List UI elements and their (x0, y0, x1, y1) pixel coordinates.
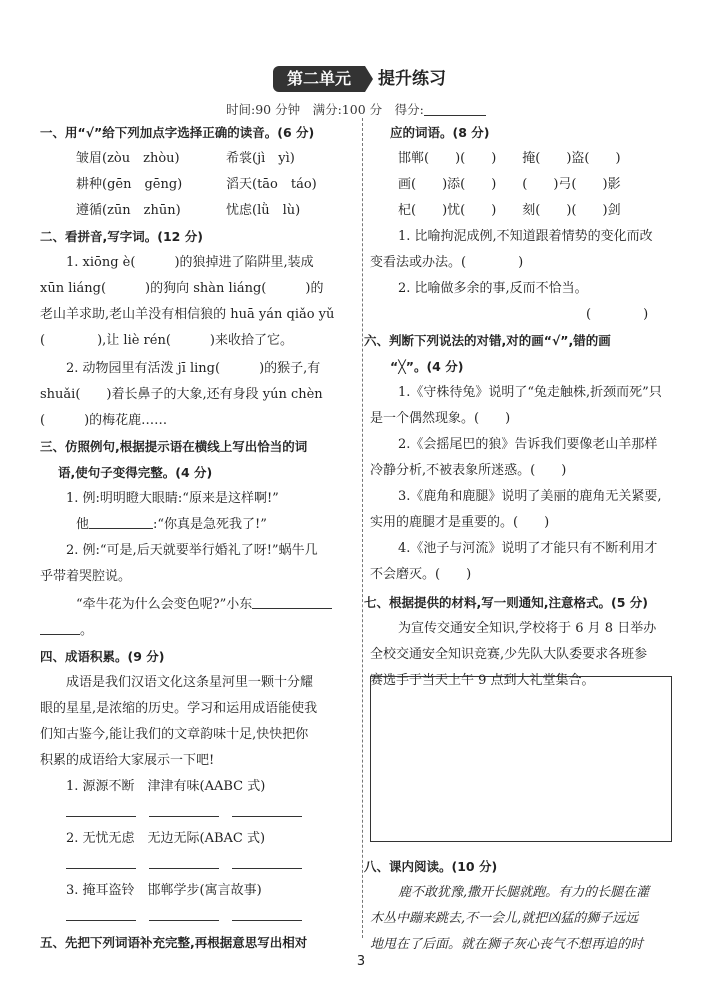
s6-item-cont[interactable]: 是一个偶然现象。( ) (370, 411, 511, 426)
s2-line: 老山羊求助,老山羊没有相信狼的 huā yán qiǎo yǔ (40, 307, 335, 322)
unit-label: 第二单元 (273, 66, 365, 92)
s1-item[interactable]: 遵循(zūn zhūn) (76, 203, 181, 218)
s2-line: xūn liáng( )的狗向 shàn liáng( )的 (40, 281, 324, 296)
s4-answer-row (66, 804, 302, 822)
s5-question: 2. 比喻做多余的事,反而不恰当。 (398, 281, 588, 296)
answer-blank[interactable] (89, 516, 153, 529)
exam-info (226, 100, 486, 118)
s2-line: ( )的梅花鹿…… (40, 413, 168, 428)
section-6-title: 六、判断下列说法的对错,对的画“√”,错的画 (364, 333, 611, 348)
s4-item: 2. 无忧无虑 无边无际(ABAC 式) (66, 831, 266, 846)
arrow-icon (365, 66, 373, 92)
s3-example-2: 2. 例:“可是,后天就要举行婚礼了呀!”蜗牛几 (66, 543, 318, 558)
answer-blank[interactable] (66, 804, 136, 817)
answer-blank[interactable] (149, 856, 219, 869)
s2-line: 2. 动物园里有活泼 jī ling( )的猴子,有 (66, 361, 321, 376)
s5-question-cont[interactable]: 变看法或办法。( ) (370, 255, 524, 270)
page-header (0, 64, 722, 94)
section-7-title: 七、根据提供的材料,写一则通知,注意格式。(5 分) (364, 595, 648, 610)
s6-item: 1.《守株待兔》说明了“兔走触株,折颈而死”只 (398, 385, 662, 400)
s5-row[interactable]: 邯郸( )( ) 掩( )盗( ) (398, 151, 621, 166)
s8-passage-line: 木丛中蹦来跳去,不一会儿,就把凶猛的狮子远远 (370, 911, 639, 926)
s6-item: 2.《会摇尾巴的狼》告诉我们要像老山羊那样 (398, 437, 658, 452)
section-1-title: 一、用“√”给下列加点字选择正确的读音。(6 分) (40, 125, 315, 140)
answer-blank[interactable] (40, 622, 80, 635)
section-3-title: 三、仿照例句,根据提示语在横线上写出恰当的词 (40, 439, 308, 454)
s3-example-1: 1. 例:明明瞪大眼睛:“原来是这样啊!” (66, 491, 279, 506)
section-3-title-cont: 语,使句子变得完整。(4 分) (58, 465, 213, 480)
s4-answer-row (66, 856, 302, 874)
s3-answer-2-end (40, 622, 93, 640)
answer-blank[interactable] (232, 908, 302, 921)
answer-blank[interactable] (232, 804, 302, 817)
s1-item[interactable]: 滔天(tāo táo) (226, 177, 317, 192)
s7-para-line: 为宣传交通安全知识,学校将于 6 月 8 日举办 (398, 621, 657, 636)
s2-line: shuǎi( )着长鼻子的大象,还有身段 yún chèn (40, 387, 323, 402)
s5-answer-paren[interactable]: ( ) (586, 307, 649, 322)
section-6-title-cont: “╳”。(4 分) (390, 359, 464, 374)
page-number: 3 (356, 954, 366, 969)
s7-para-line: 全校交通安全知识竞赛,少先队大队委要求各班参 (370, 647, 648, 662)
s5-row[interactable]: 画( )添( ) ( )弓( )影 (398, 177, 621, 192)
score-blank[interactable] (424, 103, 486, 116)
time-score-text: 时间:90 分钟 满分:100 分 得分: (226, 102, 424, 117)
answer-blank[interactable] (149, 804, 219, 817)
s8-passage-line: 鹿不敢犹豫,撒开长腿就跑。有力的长腿在灌 (398, 885, 650, 900)
s6-item: 4.《池子与河流》说明了才能只有不断利用才 (398, 541, 658, 556)
s6-item-cont[interactable]: 实用的鹿腿才是重要的。( ) (370, 515, 550, 530)
s3-answer-2-text: “牵牛花为什么会变色呢?”小东 (76, 597, 253, 612)
s2-line: 1. xiōng è( )的狼掉进了陷阱里,装成 (66, 255, 314, 270)
s3-answer-1-post: :“你真是急死我了!” (153, 517, 267, 532)
s3-end-mark: 。 (80, 623, 94, 638)
section-2-title: 二、看拼音,写字词。(12 分) (40, 229, 203, 244)
s4-para-line: 们知古鉴今,能让我们的文章韵味十足,快快把你 (40, 727, 309, 742)
s1-item[interactable]: 皱眉(zòu zhòu) (76, 151, 180, 166)
s7-para-line: 赛选手于当天上午 9 点到大礼堂集合。 (370, 673, 595, 688)
column-divider (362, 118, 363, 938)
s1-item[interactable]: 忧虑(lǜ lù) (226, 203, 301, 218)
section-5-title: 五、先把下列词语补充完整,再根据意思写出相对 (40, 935, 308, 950)
s6-item-cont[interactable]: 不会磨灭。( ) (370, 567, 472, 582)
s8-passage-line: 地甩在了后面。就在狮子灰心丧气不想再追的时 (370, 937, 644, 952)
answer-blank[interactable] (252, 596, 332, 609)
s3-example-2-cont: 乎带着哭腔说。 (40, 569, 132, 584)
s1-item[interactable]: 耕种(gēn gēng) (76, 177, 183, 192)
page-title: 提升练习 (378, 69, 446, 89)
s4-item: 3. 掩耳盗铃 邯郸学步(寓言故事) (66, 883, 262, 898)
s5-row[interactable]: 杞( )忧( ) 刻( )( )剑 (398, 203, 621, 218)
answer-blank[interactable] (66, 856, 136, 869)
s6-item-cont[interactable]: 冷静分析,不被表象所迷惑。( ) (370, 463, 567, 478)
s3-answer-1-pre: 他 (76, 517, 90, 532)
s4-para-line: 成语是我们汉语文化这条星河里一颗十分耀 (66, 675, 314, 690)
notice-writing-box[interactable] (370, 676, 672, 842)
s4-para-line: 积累的成语给大家展示一下吧! (40, 753, 215, 768)
s3-answer-1 (76, 516, 267, 534)
s3-answer-2 (76, 596, 332, 614)
s2-line: ( ),让 liè rén( )来收拾了它。 (40, 333, 293, 348)
s4-para-line: 眼的星星,是浓缩的历史。学习和运用成语能使我 (40, 701, 318, 716)
s5-question: 1. 比喻拘泥成例,不知道跟着情势的变化而改 (398, 229, 653, 244)
s4-answer-row (66, 908, 302, 926)
section-4-title: 四、成语积累。(9 分) (40, 649, 165, 664)
answer-blank[interactable] (149, 908, 219, 921)
s6-item: 3.《鹿角和鹿腿》说明了美丽的鹿角无关紧要, (398, 489, 662, 504)
section-5-title-cont: 应的词语。(8 分) (390, 125, 490, 140)
answer-blank[interactable] (232, 856, 302, 869)
s1-item[interactable]: 希裳(jì yì) (226, 151, 295, 166)
s4-item: 1. 源源不断 津津有味(AABC 式) (66, 779, 266, 794)
answer-blank[interactable] (66, 908, 136, 921)
section-8-title: 八、课内阅读。(10 分) (364, 859, 498, 874)
